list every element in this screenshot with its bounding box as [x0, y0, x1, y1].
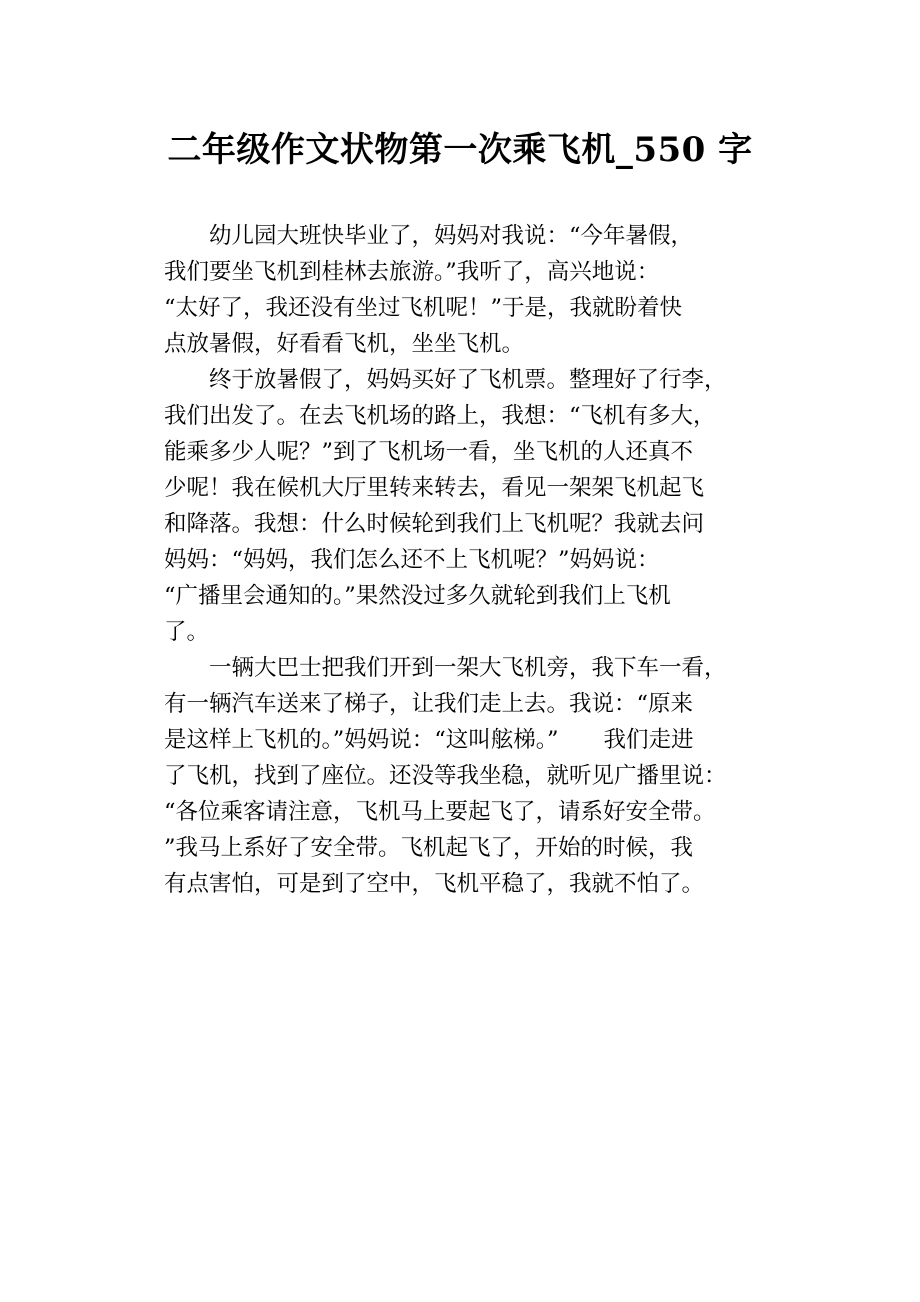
text-line: 了。	[164, 619, 210, 645]
text-line: 点放暑假，好看看飞机，坐坐飞机。	[164, 331, 525, 357]
document-body	[164, 218, 774, 902]
text-line: 幼儿园大班快毕业了，妈妈对我说：“今年暑假，	[164, 223, 694, 249]
paragraph-3	[164, 650, 774, 902]
text-line: 有一辆汽车送来了梯子，让我们走上去。我说：“原来	[164, 691, 694, 717]
text-line: 终于放暑假了，妈妈买好了飞机票。整理好了行李，	[164, 367, 727, 393]
text-line: 我们出发了。在去飞机场的路上，我想：“飞机有多大，	[164, 403, 716, 429]
text-line: 有点害怕，可是到了空中，飞机平稳了，我就不怕了。	[164, 871, 705, 897]
text-line: 和降落。我想：什么时候轮到我们上飞机呢？我就去问	[164, 511, 705, 537]
paragraph-1	[164, 218, 774, 362]
paragraph-2	[164, 362, 774, 650]
text-line: 能乘多少人呢？”到了飞机场一看，坐飞机的人还真不	[164, 439, 694, 465]
text-line: 我们要坐飞机到桂林去旅游。”我听了，高兴地说：	[164, 259, 660, 285]
text-line: 是这样上飞机的。”妈妈说：“这叫舷梯。” 我们走进	[164, 727, 694, 753]
text-line: ”我马上系好了安全带。飞机起飞了，开始的时候，我	[164, 835, 694, 861]
text-line: “太好了，我还没有坐过飞机呢！”于是，我就盼着快	[164, 295, 683, 321]
text-line: 少呢！我在候机大厅里转来转去，看见一架架飞机起飞	[164, 475, 705, 501]
document-title: 二年级作文状物第一次乘飞机_550 字	[167, 130, 753, 170]
text-line: “广播里会通知的。”果然没过多久就轮到我们上飞机	[164, 583, 671, 609]
text-line: 一辆大巴士把我们开到一架大飞机旁，我下车一看，	[164, 655, 727, 681]
text-line: 了飞机，找到了座位。还没等我坐稳，就听见广播里说：	[164, 763, 727, 789]
text-line: “各位乘客请注意，飞机马上要起飞了，请系好安全带。	[164, 799, 716, 825]
text-line: 妈妈：“妈妈，我们怎么还不上飞机呢？”妈妈说：	[164, 547, 660, 573]
